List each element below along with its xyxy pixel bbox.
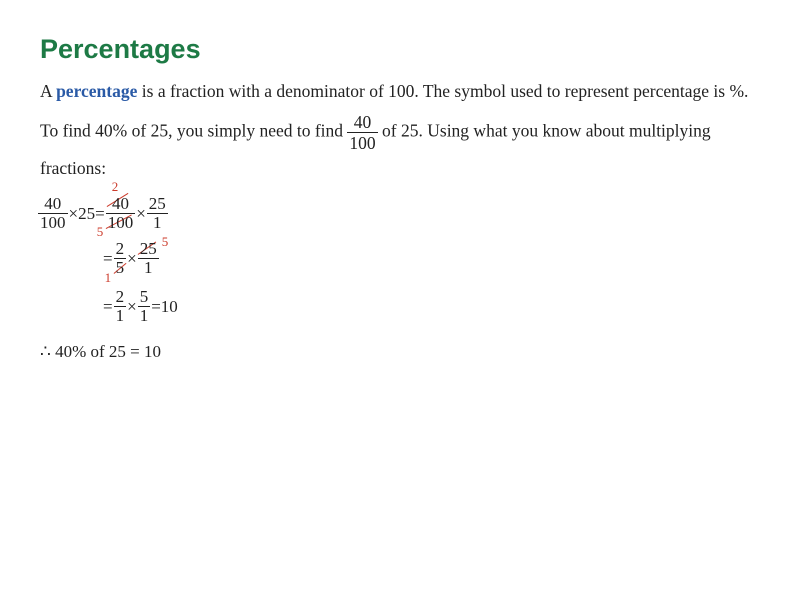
cancel-mark: 2 [111, 179, 119, 194]
page-title: Percentages [40, 34, 201, 64]
fraction-numerator: 2 [115, 287, 125, 306]
intro-text-end: is a fraction with a denominator of 100. The symbol used to represent percentage is %. [137, 81, 749, 101]
conclusion: ∴ 40% of 25 = 10 [40, 342, 161, 361]
fraction-denominator: 1 [143, 258, 153, 277]
fraction [106, 195, 136, 232]
cancelled-fraction [104, 239, 127, 285]
cancel-mark: 5 [161, 234, 169, 249]
fraction [114, 288, 127, 325]
fraction-numerator: 40 [38, 195, 68, 214]
working-line-2 [102, 234, 169, 285]
inline-fraction [347, 112, 377, 153]
fraction-denominator: 100 [349, 133, 376, 153]
fraction-numerator: 25 [148, 194, 166, 213]
intro-paragraph [40, 79, 748, 103]
fraction [138, 240, 159, 277]
times-25-equals: ×25= [68, 203, 105, 223]
fraction-denominator: 1 [115, 306, 125, 325]
lhs-fraction [38, 195, 68, 232]
fraction-denominator: 100 [107, 213, 134, 232]
fraction [138, 288, 151, 325]
fraction-numerator: 40 [106, 195, 136, 214]
times-sign: × [127, 248, 137, 268]
fraction [114, 240, 127, 277]
fraction [147, 195, 168, 232]
method-paragraph [40, 112, 711, 153]
working-line-1 [38, 179, 168, 239]
cancel-mark: 1 [104, 270, 112, 285]
fraction-numerator: 2 [115, 239, 125, 258]
fraction-numerator: 40 [347, 112, 377, 133]
fraction-denominator: 5 [115, 258, 125, 277]
result: =10 [151, 296, 178, 316]
times-sign: × [136, 203, 146, 223]
fraction-numerator: 25 [139, 239, 157, 258]
times-sign: × [127, 296, 137, 316]
working-line-3 [102, 288, 179, 325]
method-paragraph-line2: fractions: [40, 158, 107, 178]
cancelled-fraction [96, 179, 136, 239]
fraction-denominator: 1 [139, 306, 149, 325]
equals-sign: = [103, 248, 113, 268]
fraction-numerator: 5 [139, 287, 149, 306]
equals-sign: = [103, 296, 113, 316]
fraction-denominator: 100 [40, 213, 66, 232]
cancel-mark: 5 [96, 224, 104, 239]
intro-text-start: A [40, 81, 57, 101]
cancelled-fraction [138, 234, 169, 277]
method-text-start: To find 40% of 25, you simply need to find [40, 120, 348, 141]
method-text-end: of 25. Using what you know about multiplying [377, 120, 711, 141]
key-term: percentage [56, 81, 138, 101]
fraction-denominator: 1 [153, 213, 162, 232]
